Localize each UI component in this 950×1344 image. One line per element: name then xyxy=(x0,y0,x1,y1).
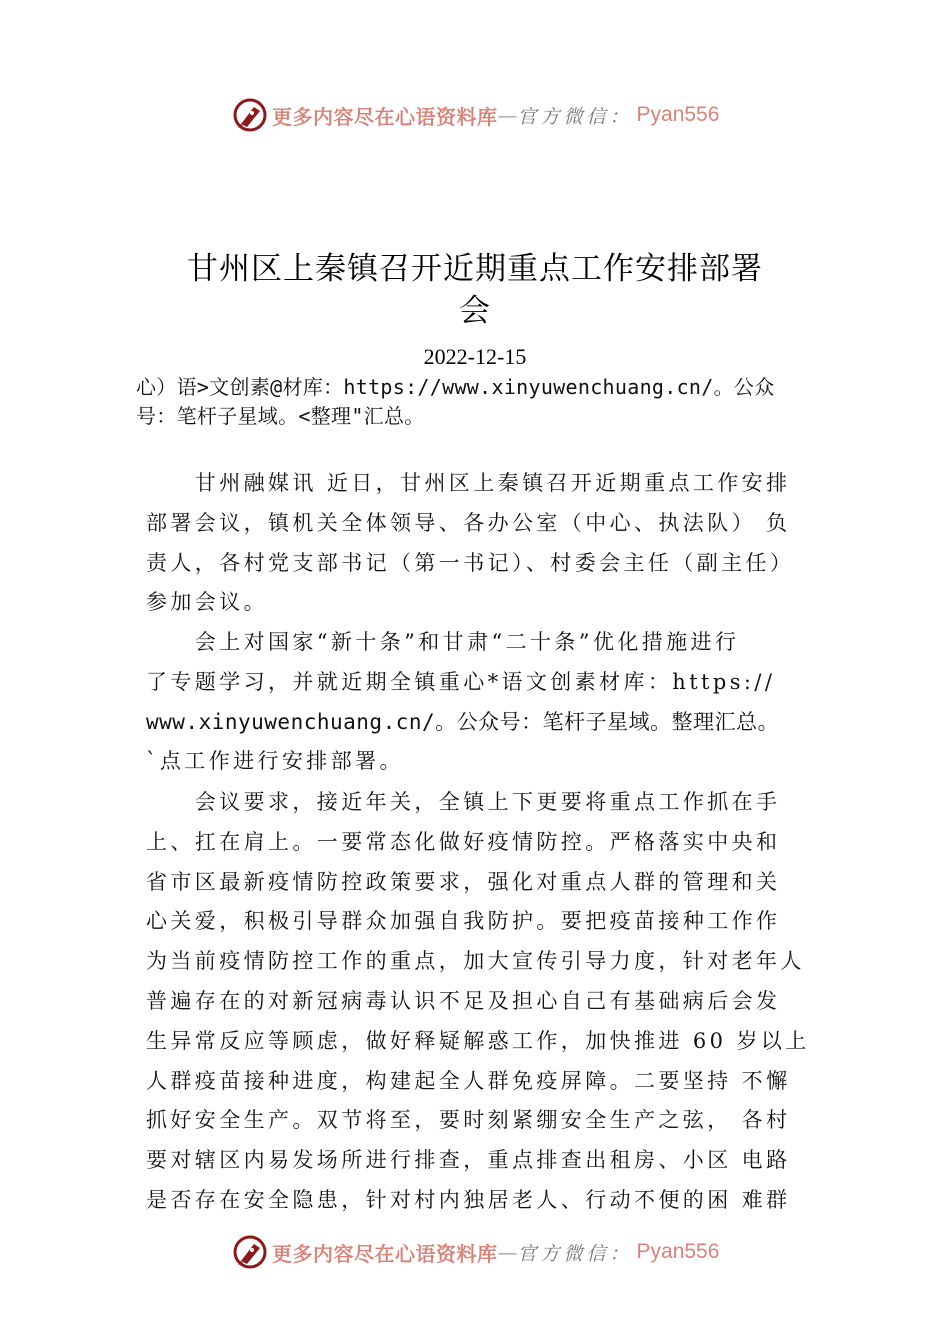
watermark-slogan: 更多内容尽在心语资料库 xyxy=(272,104,498,129)
intro-note xyxy=(136,373,836,431)
watermark-wechat-label: 官方微信： xyxy=(517,1242,633,1265)
title-line-1: 甘州区上秦镇召开近期重点工作安排部署 xyxy=(187,251,763,287)
paragraph-line: `点工作进行安排部署。 xyxy=(146,749,404,774)
paragraph-3 xyxy=(146,783,826,1221)
paragraph-line: 普遍存在的对新冠病毒认识不足及担心自己有基础病后会发 xyxy=(146,988,781,1013)
paragraph-line: 为当前疫情防控工作的重点，加大宣传引导力度，针对老年人 xyxy=(146,949,805,974)
paragraph-line: 要对辖区内易发场所进行排查，重点排查出租房、小区 电路 xyxy=(146,1148,791,1173)
paragraph-line: 是否存在安全隐患，针对村内独居老人、行动不便的困 难群 xyxy=(146,1187,791,1212)
watermark-banner-top xyxy=(232,95,719,135)
watermark-banner-bottom xyxy=(232,1232,719,1272)
watermark-dash: — xyxy=(497,103,518,127)
watermark-wechat-label: 官方微信： xyxy=(517,105,633,128)
paragraph-line: 生异常反应等顾虑，做好释疑解惑工作，加快推进 60 岁以上 xyxy=(146,1028,810,1053)
paragraph-line: 责人，各村党支部书记（第一书记）、村委会主任（副主任） xyxy=(146,550,795,575)
paragraph-line: 参加会议。 xyxy=(146,590,268,615)
title-line-2: 会 xyxy=(459,293,491,329)
watermark-wechat-id: Pyan556 xyxy=(636,103,720,126)
paragraph-line: 部署会议，镇机关全体领导、各办公室（中心、执法队） 负 xyxy=(146,510,791,535)
intro-line: 号：笔杆子星域。<整理"汇总。 xyxy=(136,404,425,428)
paragraph-line: 了专题学习，并就近期全镇重心*语文创素材库：https:// xyxy=(146,669,776,694)
pen-nib-logo-icon xyxy=(232,97,268,133)
paragraph-2 xyxy=(146,623,826,782)
paragraph-line: 省市区最新疫情防控政策要求，强化对重点人群的管理和关 xyxy=(146,869,781,894)
paragraph-line: 上、扛在肩上。一要常态化做好疫情防控。严格落实中央和 xyxy=(146,829,781,854)
watermark-dash: — xyxy=(497,1240,518,1264)
paragraph-line: 人群疫苗接种进度，构建起全人群免疫屏障。二要坚持 不懈 xyxy=(146,1068,791,1093)
paragraph-line: www.xinyuwenchuang.cn/。公众号：笔杆子星域。整理汇总。 xyxy=(146,709,780,734)
paragraph-line: 会上对国家“新十条”和甘肃“二十条”优化措施进行 xyxy=(146,630,740,654)
paragraph-line: 抓好安全生产。双节将至，要时刻紧绷安全生产之弦， 各村 xyxy=(146,1108,791,1133)
pen-nib-logo-icon xyxy=(232,1234,268,1270)
paragraph-line: 甘州融媒讯 近日，甘州区上秦镇召开近期重点工作安排 xyxy=(146,471,791,495)
watermark-wechat-id: Pyan556 xyxy=(636,1240,720,1263)
paragraph-1 xyxy=(146,464,826,623)
paragraph-line: 会议要求，接近年关，全镇上下更要将重点工作抓在手 xyxy=(146,790,781,814)
watermark-slogan: 更多内容尽在心语资料库 xyxy=(272,1241,498,1266)
document-date: 2022-12-15 xyxy=(423,344,527,369)
intro-line: 心）语>文创素@材库：https://www.xinyuwenchuang.cn/。公众 xyxy=(136,375,775,399)
document-title xyxy=(140,248,810,332)
paragraph-line: 心关爱，积极引导群众加强自我防护。要把疫苗接种工作作 xyxy=(146,909,781,934)
